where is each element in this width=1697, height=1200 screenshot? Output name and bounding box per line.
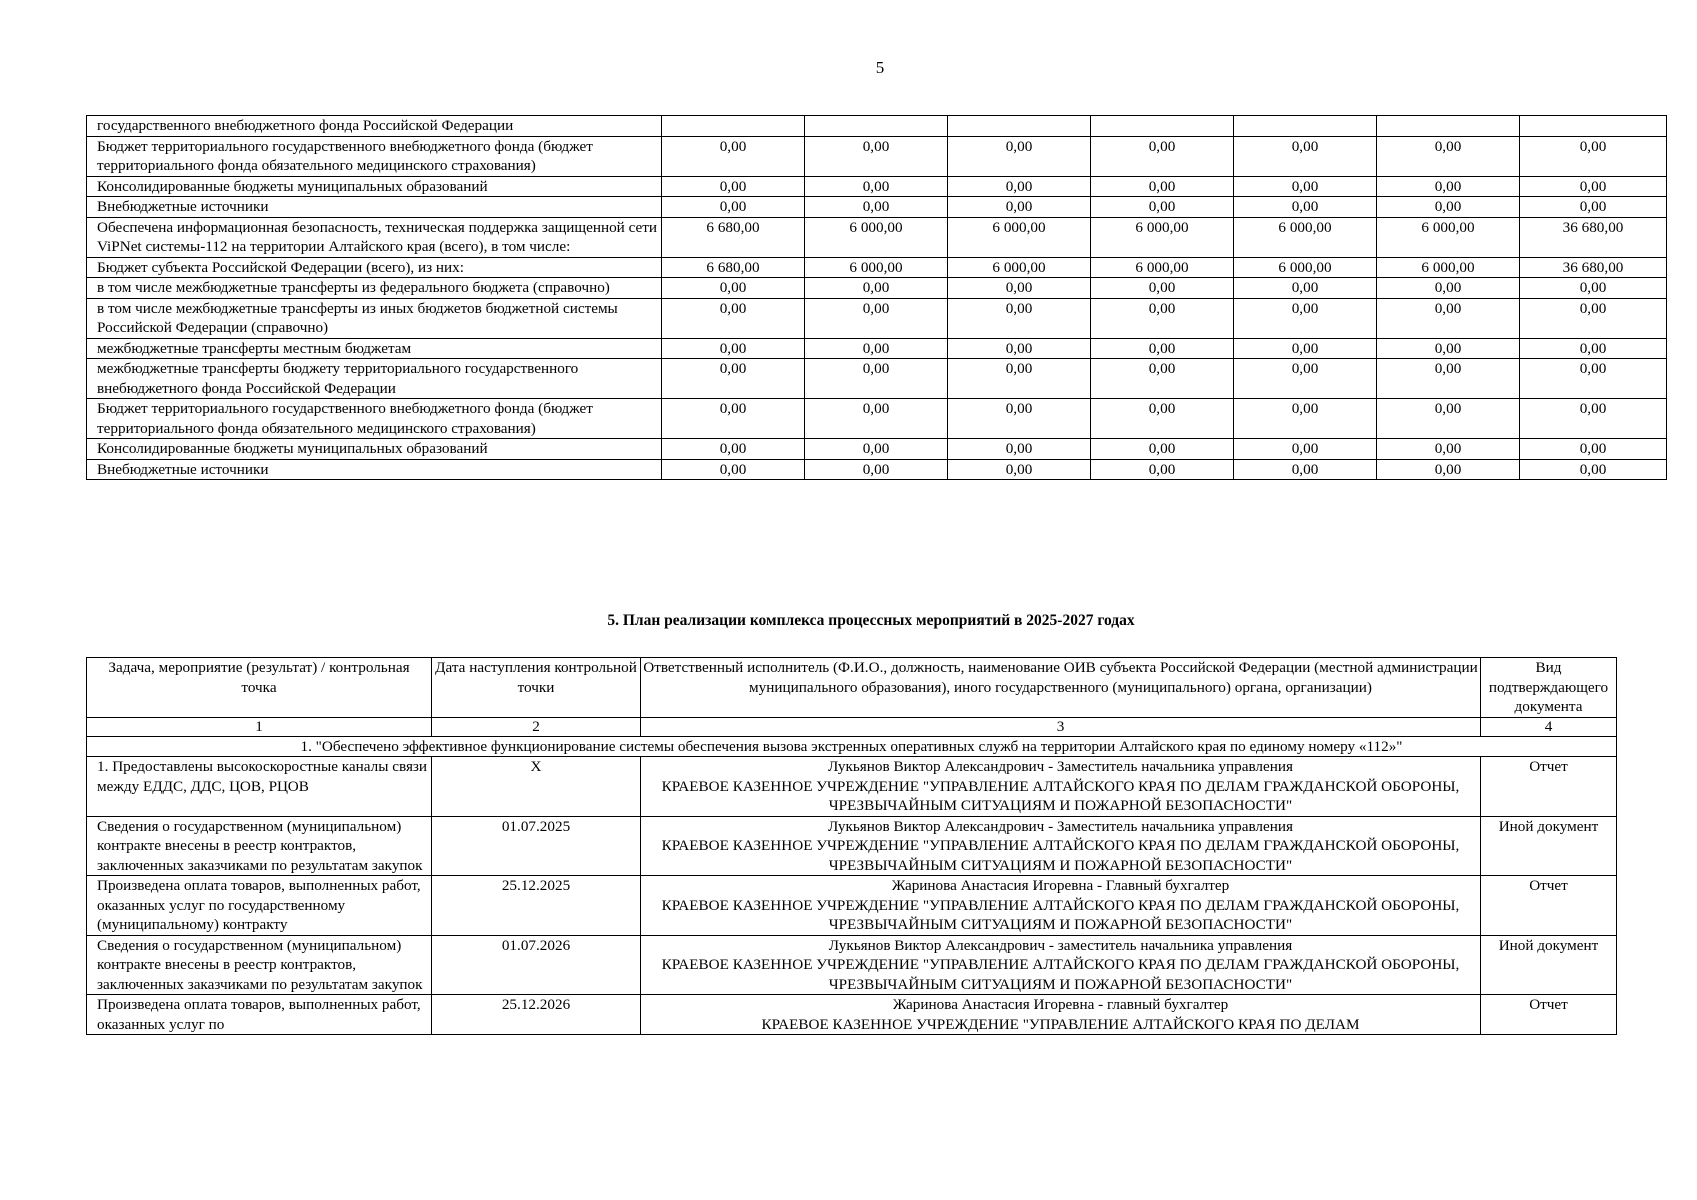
plan-date: X — [432, 757, 641, 817]
finance-row-label: Бюджет территориального государственного внебюджетного фонда (бюджет территориального фонда обязательного медицинского страхования) — [87, 399, 662, 439]
finance-row-label: Внебюджетные источники — [87, 459, 662, 480]
finance-value-cell: 6 000,00 — [1234, 217, 1377, 257]
finance-row-label: в том числе межбюджетные трансферты из иных бюджетов бюджетной системы Российской Федерации (справочно) — [87, 298, 662, 338]
finance-value-cell: 0,00 — [1377, 298, 1520, 338]
finance-row-label: государственного внебюджетного фонда Российской Федерации — [87, 116, 662, 137]
finance-value-cell: 0,00 — [805, 278, 948, 299]
finance-value-cell: 0,00 — [1091, 197, 1234, 218]
finance-row-label: Консолидированные бюджеты муниципальных образований — [87, 176, 662, 197]
finance-value-cell — [948, 116, 1091, 137]
finance-value-cell: 0,00 — [662, 278, 805, 299]
finance-row — [87, 399, 1667, 439]
plan-row — [87, 935, 1617, 995]
finance-value-cell: 0,00 — [662, 176, 805, 197]
finance-row-label: межбюджетные трансферты местным бюджетам — [87, 338, 662, 359]
finance-value-cell: 0,00 — [1091, 298, 1234, 338]
plan-responsible — [641, 816, 1481, 876]
finance-value-cell: 6 000,00 — [948, 257, 1091, 278]
finance-row-label: Обеспечена информационная безопасность, техническая поддержка защищенной сети ViPNet системы-112 на территории Алтайского края (всего), в том числе: — [87, 217, 662, 257]
index-cell: 1 — [87, 717, 432, 736]
finance-value-cell: 0,00 — [1377, 439, 1520, 460]
finance-value-cell: 0,00 — [1091, 338, 1234, 359]
finance-value-cell — [1520, 116, 1667, 137]
responsible-organization: КРАЕВОЕ КАЗЕННОЕ УЧРЕЖДЕНИЕ "УПРАВЛЕНИЕ АЛТАЙСКОГО КРАЯ ПО ДЕЛАМ ГРАЖДАНСКОЙ ОБОРОНЫ, ЧРЕЗВЫЧАЙНЫМ СИТУАЦИЯМ И ПОЖАРНОЙ БЕЗОПАСНОСТИ" — [661, 896, 1460, 933]
finance-value-cell: 0,00 — [1377, 136, 1520, 176]
header-task: Задача, мероприятие (результат) / контрольная точка — [87, 658, 432, 718]
finance-value-cell: 0,00 — [1377, 359, 1520, 399]
finance-value-cell — [805, 116, 948, 137]
finance-value-cell — [1377, 116, 1520, 137]
responsible-organization: КРАЕВОЕ КАЗЕННОЕ УЧРЕЖДЕНИЕ "УПРАВЛЕНИЕ АЛТАЙСКОГО КРАЯ ПО ДЕЛАМ ГРАЖДАНСКОЙ ОБОРОНЫ, ЧРЕЗВЫЧАЙНЫМ СИТУАЦИЯМ И ПОЖАРНОЙ БЕЗОПАСНОСТИ" — [661, 837, 1460, 874]
plan-task: Сведения о государственном (муниципальном) контракте внесены в реестр контрактов, заключенных заказчиками по результатам закупок — [87, 935, 432, 995]
plan-responsible — [641, 935, 1481, 995]
finance-value-cell: 0,00 — [1091, 439, 1234, 460]
finance-table — [86, 115, 1667, 480]
plan-responsible — [641, 757, 1481, 817]
finance-row — [87, 257, 1667, 278]
responsible-organization: КРАЕВОЕ КАЗЕННОЕ УЧРЕЖДЕНИЕ "УПРАВЛЕНИЕ АЛТАЙСКОГО КРАЯ ПО ДЕЛАМ ГРАЖДАНСКОЙ ОБОРОНЫ, ЧРЕЗВЫЧАЙНЫМ СИТУАЦИЯМ И ПОЖАРНОЙ БЕЗОПАСНОСТИ" — [661, 956, 1460, 993]
finance-value-cell: 0,00 — [1520, 136, 1667, 176]
finance-value-cell: 0,00 — [805, 459, 948, 480]
plan-document: Иной документ — [1481, 816, 1617, 876]
finance-value-cell: 0,00 — [1520, 278, 1667, 299]
finance-row — [87, 278, 1667, 299]
finance-value-cell: 6 000,00 — [805, 217, 948, 257]
plan-document: Отчет — [1481, 995, 1617, 1035]
finance-value-cell: 0,00 — [1234, 338, 1377, 359]
plan-date: 01.07.2025 — [432, 816, 641, 876]
responsible-person: Жаринова Анастасия Игоревна - Главный бухгалтер — [891, 877, 1230, 894]
group-title: 1. "Обеспечено эффективное функционирование системы обеспечения вызова экстренных оперативных служб на территории Алтайского края по единому номеру «112»" — [87, 736, 1617, 757]
plan-document: Отчет — [1481, 876, 1617, 936]
finance-value-cell: 0,00 — [948, 399, 1091, 439]
finance-value-cell: 0,00 — [662, 359, 805, 399]
finance-value-cell: 0,00 — [1091, 176, 1234, 197]
finance-value-cell: 0,00 — [1377, 278, 1520, 299]
finance-value-cell: 0,00 — [1091, 359, 1234, 399]
plan-document: Отчет — [1481, 757, 1617, 817]
finance-value-cell: 0,00 — [1234, 399, 1377, 439]
finance-row — [87, 197, 1667, 218]
responsible-person: Лукьянов Виктор Александрович - Заместитель начальника управления — [827, 758, 1293, 775]
finance-value-cell: 0,00 — [1377, 338, 1520, 359]
finance-row — [87, 136, 1667, 176]
finance-value-cell: 0,00 — [1520, 439, 1667, 460]
responsible-person: Лукьянов Виктор Александрович - заместитель начальника управления — [828, 936, 1293, 954]
finance-value-cell: 0,00 — [1377, 176, 1520, 197]
finance-value-cell: 0,00 — [1091, 459, 1234, 480]
finance-value-cell — [1091, 116, 1234, 137]
finance-value-cell: 6 000,00 — [1091, 257, 1234, 278]
plan-date: 01.07.2026 — [432, 935, 641, 995]
finance-value-cell: 0,00 — [805, 399, 948, 439]
finance-row — [87, 298, 1667, 338]
finance-value-cell: 0,00 — [948, 439, 1091, 460]
index-cell: 4 — [1481, 717, 1617, 736]
plan-task: Произведена оплата товаров, выполненных работ, оказанных услуг по государственному (муниципальному) контракту — [87, 876, 432, 936]
finance-value-cell: 0,00 — [1234, 359, 1377, 399]
finance-value-cell: 0,00 — [805, 298, 948, 338]
finance-value-cell: 0,00 — [805, 338, 948, 359]
finance-value-cell — [1234, 116, 1377, 137]
section-title: 5. План реализации комплекса процессных мероприятий в 2025-2027 годах — [607, 612, 1135, 629]
finance-row — [87, 359, 1667, 399]
finance-value-cell: 6 000,00 — [1377, 217, 1520, 257]
finance-row — [87, 217, 1667, 257]
finance-row-label: в том числе межбюджетные трансферты из федерального бюджета (справочно) — [87, 278, 662, 299]
finance-value-cell: 0,00 — [948, 298, 1091, 338]
finance-value-cell: 0,00 — [1377, 399, 1520, 439]
finance-value-cell: 0,00 — [1520, 359, 1667, 399]
finance-value-cell: 0,00 — [948, 338, 1091, 359]
plan-table — [86, 657, 1617, 1035]
plan-date: 25.12.2025 — [432, 876, 641, 936]
finance-row-label: Бюджет субъекта Российской Федерации (всего), из них: — [87, 257, 662, 278]
finance-value-cell: 0,00 — [948, 176, 1091, 197]
finance-value-cell: 0,00 — [1377, 197, 1520, 218]
responsible-organization: КРАЕВОЕ КАЗЕННОЕ УЧРЕЖДЕНИЕ "УПРАВЛЕНИЕ АЛТАЙСКОГО КРАЯ ПО ДЕЛАМ ГРАЖДАНСКОЙ ОБОРОНЫ, ЧРЕЗВЫЧАЙНЫМ СИТУАЦИЯМ И ПОЖАРНОЙ БЕЗОПАСНОСТИ" — [661, 777, 1460, 814]
finance-value-cell: 0,00 — [948, 278, 1091, 299]
finance-value-cell: 0,00 — [1091, 136, 1234, 176]
finance-value-cell: 6 000,00 — [948, 217, 1091, 257]
finance-value-cell: 36 680,00 — [1520, 257, 1667, 278]
finance-value-cell: 0,00 — [1234, 298, 1377, 338]
finance-value-cell: 6 000,00 — [1234, 257, 1377, 278]
finance-row-label: Внебюджетные источники — [87, 197, 662, 218]
finance-value-cell: 6 000,00 — [1091, 217, 1234, 257]
header-responsible: Ответственный исполнитель (Ф.И.О., должность, наименование ОИВ субъекта Российской Федерации (местной администрации муниципального образования), иного государственного (муниципального) органа, организации) — [641, 658, 1481, 718]
finance-value-cell: 0,00 — [1234, 278, 1377, 299]
plan-task: 1. Предоставлены высокоскоростные каналы связи между ЕДДС, ДДС, ЦОВ, РЦОВ — [87, 757, 432, 817]
finance-value-cell: 0,00 — [662, 298, 805, 338]
finance-value-cell: 0,00 — [1520, 298, 1667, 338]
finance-value-cell: 0,00 — [662, 459, 805, 480]
finance-value-cell: 0,00 — [1234, 197, 1377, 218]
plan-task: Сведения о государственном (муниципальном) контракте внесены в реестр контрактов, заключенных заказчиками по результатам закупок — [87, 816, 432, 876]
finance-value-cell: 6 000,00 — [805, 257, 948, 278]
finance-value-cell: 0,00 — [1234, 439, 1377, 460]
responsible-organization: КРАЕВОЕ КАЗЕННОЕ УЧРЕЖДЕНИЕ "УПРАВЛЕНИЕ АЛТАЙСКОГО КРАЯ ПО ДЕЛАМ — [761, 1015, 1360, 1033]
finance-row — [87, 338, 1667, 359]
finance-value-cell: 0,00 — [805, 439, 948, 460]
finance-value-cell: 0,00 — [1520, 338, 1667, 359]
finance-value-cell: 0,00 — [662, 439, 805, 460]
responsible-person: Лукьянов Виктор Александрович - Заместитель начальника управления — [827, 817, 1293, 835]
finance-row-label: Бюджет территориального государственного внебюджетного фонда (бюджет территориального фонда обязательного медицинского страхования) — [87, 136, 662, 176]
finance-value-cell: 0,00 — [948, 359, 1091, 399]
index-cell: 2 — [432, 717, 641, 736]
finance-value-cell: 36 680,00 — [1520, 217, 1667, 257]
finance-row — [87, 439, 1667, 460]
finance-value-cell: 0,00 — [1234, 136, 1377, 176]
finance-value-cell: 0,00 — [1091, 399, 1234, 439]
finance-value-cell: 6 000,00 — [1377, 257, 1520, 278]
header-date: Дата наступления контрольной точки — [432, 658, 641, 718]
finance-value-cell: 0,00 — [1520, 197, 1667, 218]
plan-row — [87, 876, 1617, 936]
plan-index-row — [87, 717, 1617, 736]
finance-row-label: межбюджетные трансферты бюджету территориального государственного внебюджетного фонда Российской Федерации — [87, 359, 662, 399]
page-number: 5 — [875, 58, 885, 77]
finance-value-cell: 0,00 — [1377, 459, 1520, 480]
finance-value-cell: 6 680,00 — [662, 217, 805, 257]
plan-document: Иной документ — [1481, 935, 1617, 995]
finance-value-cell: 0,00 — [1520, 459, 1667, 480]
finance-value-cell: 0,00 — [948, 197, 1091, 218]
finance-value-cell: 0,00 — [948, 136, 1091, 176]
plan-group-row — [87, 736, 1617, 757]
plan-row — [87, 995, 1617, 1035]
finance-value-cell: 0,00 — [662, 399, 805, 439]
finance-value-cell: 0,00 — [662, 136, 805, 176]
finance-row — [87, 176, 1667, 197]
finance-value-cell: 0,00 — [805, 176, 948, 197]
finance-value-cell: 0,00 — [1520, 399, 1667, 439]
finance-value-cell: 0,00 — [1234, 459, 1377, 480]
header-document: Вид подтверждающего документа — [1481, 658, 1617, 718]
plan-row — [87, 757, 1617, 817]
finance-value-cell: 0,00 — [948, 459, 1091, 480]
finance-value-cell: 0,00 — [805, 136, 948, 176]
finance-value-cell: 0,00 — [1520, 176, 1667, 197]
finance-value-cell: 0,00 — [662, 338, 805, 359]
plan-date: 25.12.2026 — [432, 995, 641, 1035]
plan-row — [87, 816, 1617, 876]
finance-value-cell: 0,00 — [1234, 176, 1377, 197]
finance-row — [87, 459, 1667, 480]
finance-value-cell — [662, 116, 805, 137]
finance-value-cell: 0,00 — [805, 197, 948, 218]
plan-responsible — [641, 995, 1481, 1035]
index-cell: 3 — [641, 717, 1481, 736]
plan-task: Произведена оплата товаров, выполненных работ, оказанных услуг по — [87, 995, 432, 1035]
finance-row-label: Консолидированные бюджеты муниципальных образований — [87, 439, 662, 460]
finance-value-cell: 0,00 — [1091, 278, 1234, 299]
finance-value-cell: 6 680,00 — [662, 257, 805, 278]
finance-row — [87, 116, 1667, 137]
finance-value-cell: 0,00 — [805, 359, 948, 399]
responsible-person: Жаринова Анастасия Игоревна - главный бухгалтер — [892, 996, 1229, 1013]
plan-responsible — [641, 876, 1481, 936]
finance-value-cell: 0,00 — [662, 197, 805, 218]
plan-header-row — [87, 658, 1617, 718]
